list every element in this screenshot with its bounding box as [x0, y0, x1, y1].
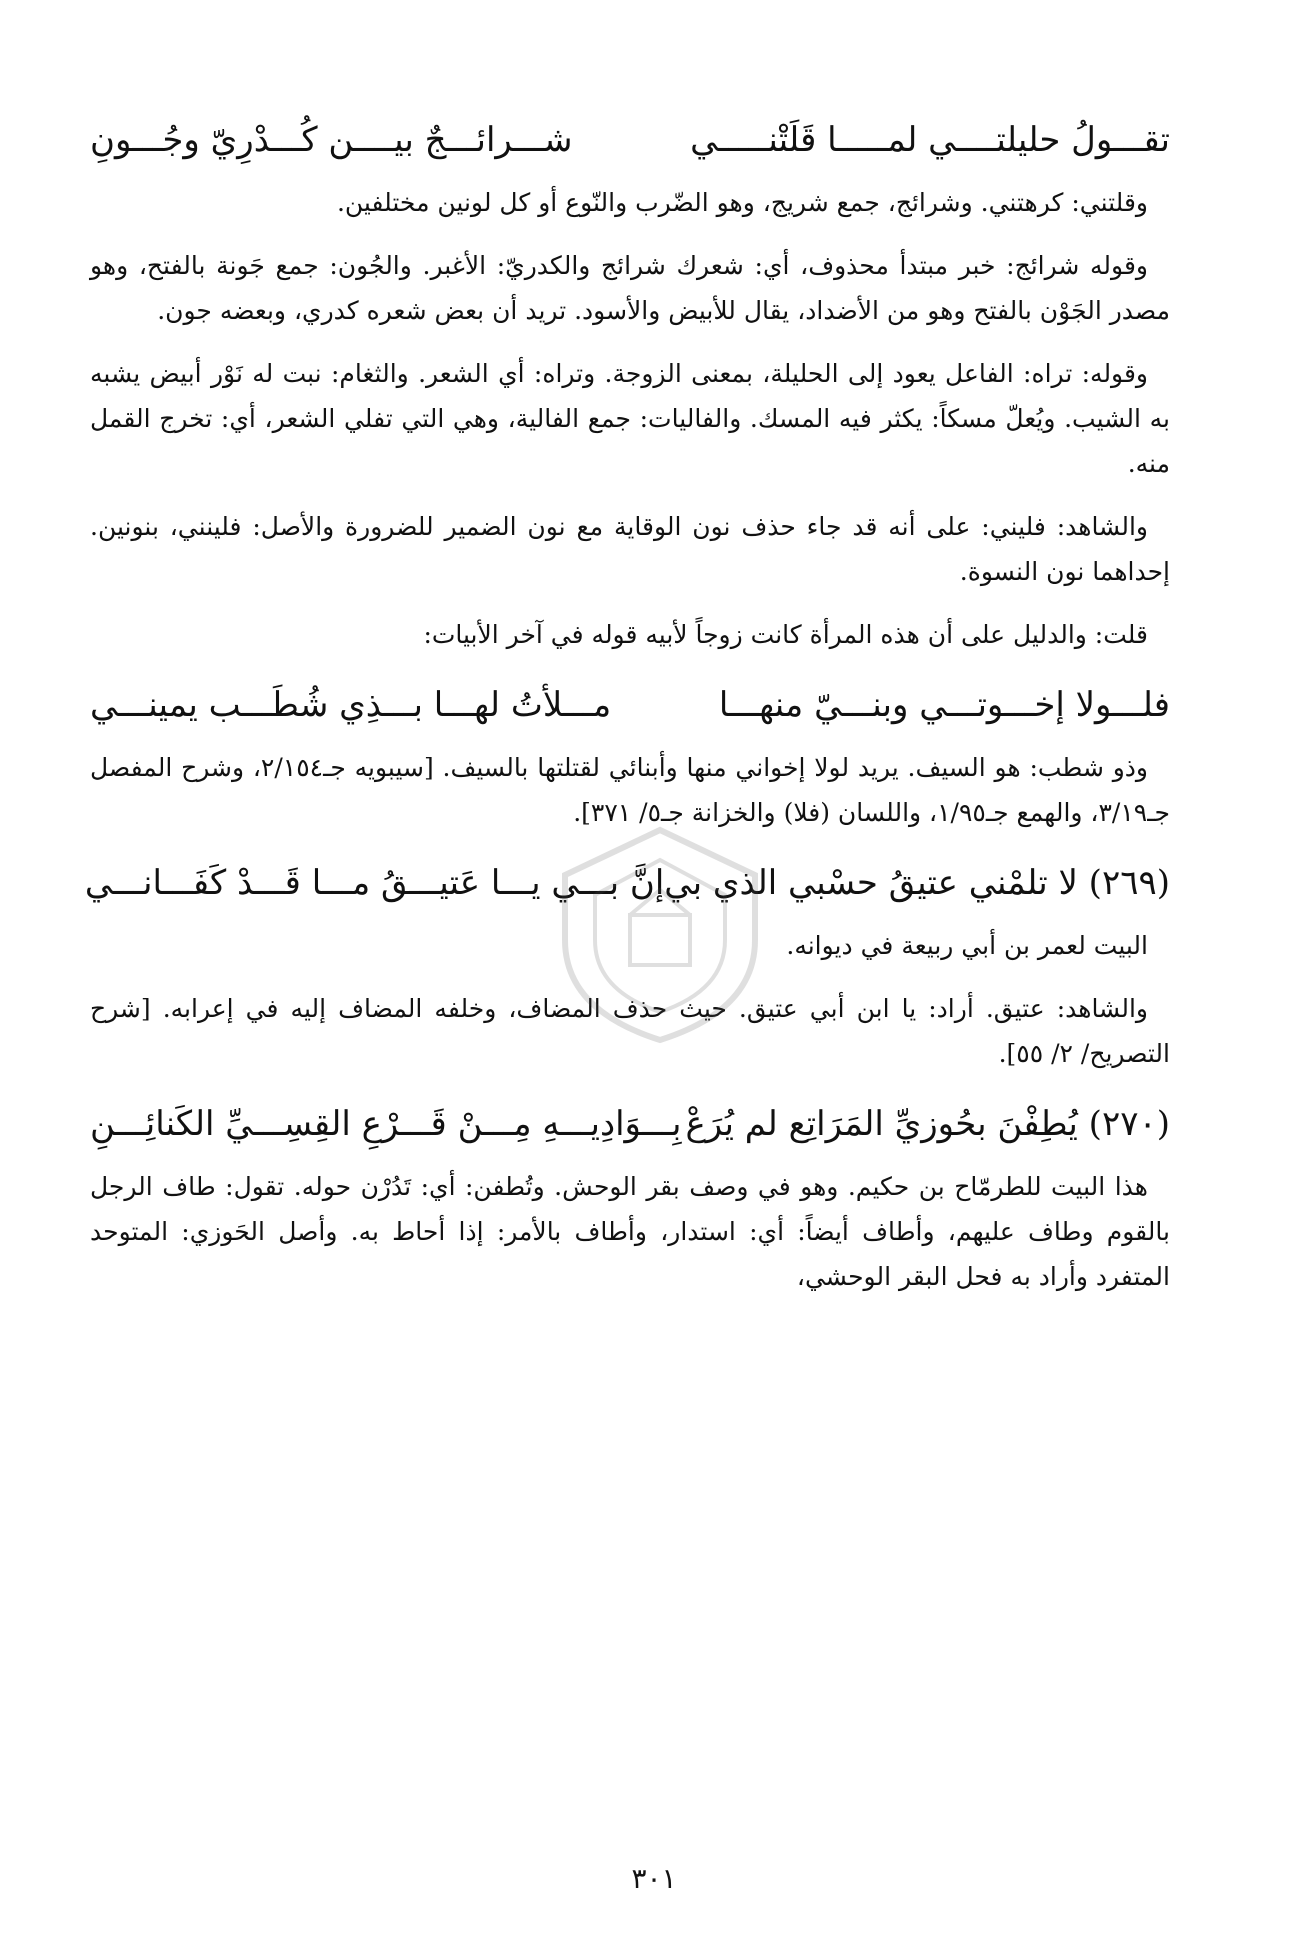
paragraph-6: وذو شطب: هو السيف. يريد لولا إخواني منها وأبنائي لقتلتها بالسيف. [سيبويه جـ٢/١٥٤، وشرح المفصل جـ٣/١٩، والهمع جـ١/٩٥، واللسان (فلا) والخزانة جـ٥/ ٣٧١].: [90, 753, 1170, 827]
verse-2-second-hemistich: مـــلأتُ لهـــا بـــذِي شُطَـــب يمينـــي: [90, 685, 612, 725]
paragraph-7: البيت لعمر بن أبي ربيعة في ديوانه.: [786, 931, 1148, 960]
paragraph-3: وقوله: تراه: الفاعل يعود إلى الحليلة، بمعنى الزوجة. وتراه: أي الشعر. والثغام: نبت له نَوْر أبيض يشبه به الشيب. ويُعلّ مسكاً: يكثر فيه المسك. والفاليات: جمع الفالية، وهي التي تفلي الشعر، أي: تخرج القمل منه.: [90, 359, 1170, 478]
page-body: [84, 110, 1170, 1317]
verse-3-first-hemistich: (٢٦٩) لا تلمْني عتيقُ حسْبي الذي بي: [664, 863, 1170, 903]
verse-3-second-hemistich: إنَّ بـــي يـــا عَتيـــقُ مـــا قَـــدْ كَفَـــانـــي: [84, 863, 665, 903]
verse-1-first-hemistich: تقـــولُ حليلتــــي لمـــــا قَلَتْنـــــي: [690, 120, 1170, 160]
verse-1-second-hemistich: شـــرائـــجٌ بيــــن كُـــدْرِيّ وجُـــونِ: [90, 120, 573, 160]
paragraph-5: قلت: والدليل على أن هذه المرأة كانت زوجاً لأبيه قوله في آخر الأبيات:: [423, 620, 1148, 649]
verse-4: [90, 1094, 1170, 1154]
verse-4-second-hemistich: بِـــوَادِيـــهِ مِـــنْ قَـــرْعِ القِسِـــيِّ الكَنائِـــنِ: [90, 1104, 682, 1144]
verse-4-first-hemistich: (٢٧٠) يُطِفْنَ بحُوزيِّ المَرَاتِع لم يُرَعْ: [685, 1104, 1170, 1144]
paragraph-4: والشاهد: فليني: على أنه قد جاء حذف نون الوقاية مع نون الضمير للضرورة والأصل: فلينني، بنونين. إحداهما نون النسوة.: [90, 512, 1170, 586]
verse-2-first-hemistich: فلـــولا إخـــوتـــي وبنـــيّ منهـــا: [718, 685, 1170, 725]
paragraph-8: والشاهد: عتيق. أراد: يا ابن أبي عتيق. حيث حذف المضاف، وخلفه المضاف إليه في إعرابه. [شرح التصريح/ ٢/ ٥٥].: [90, 994, 1170, 1068]
paragraph-9: هذا البيت للطرمّاح بن حكيم. وهو في وصف بقر الوحش. وتُطفن: أي: تَدُرْن حوله. تقول: طاف الرجل بالقوم وطاف عليهم، وأطاف أيضاً: أي: استدار، وأطاف بالأمر: إذا أحاط به. وأصل الحَوزي: المتوحد المتفرد وأراد به فحل البقر الوحشي،: [90, 1172, 1170, 1291]
verse-2: [90, 675, 1170, 735]
page-number: ٣٠١: [631, 1862, 677, 1895]
paragraph-1: وقلتني: كرهتني. وشرائج، جمع شريج، وهو الضّرب والنّوع أو كل لونين مختلفين.: [336, 188, 1148, 217]
paragraph-2: وقوله شرائج: خبر مبتدأ محذوف، أي: شعرك شرائج والكدريّ: الأغبر. والجُون: جمع جَونة بالفتح، وهو مصدر الجَوْن بالفتح وهو من الأضداد، يقال للأبيض والأسود. تريد أن بعض شعره كدري، وبعضه جون.: [90, 251, 1170, 325]
verse-3: [84, 853, 1170, 913]
verse-1: [90, 110, 1170, 170]
